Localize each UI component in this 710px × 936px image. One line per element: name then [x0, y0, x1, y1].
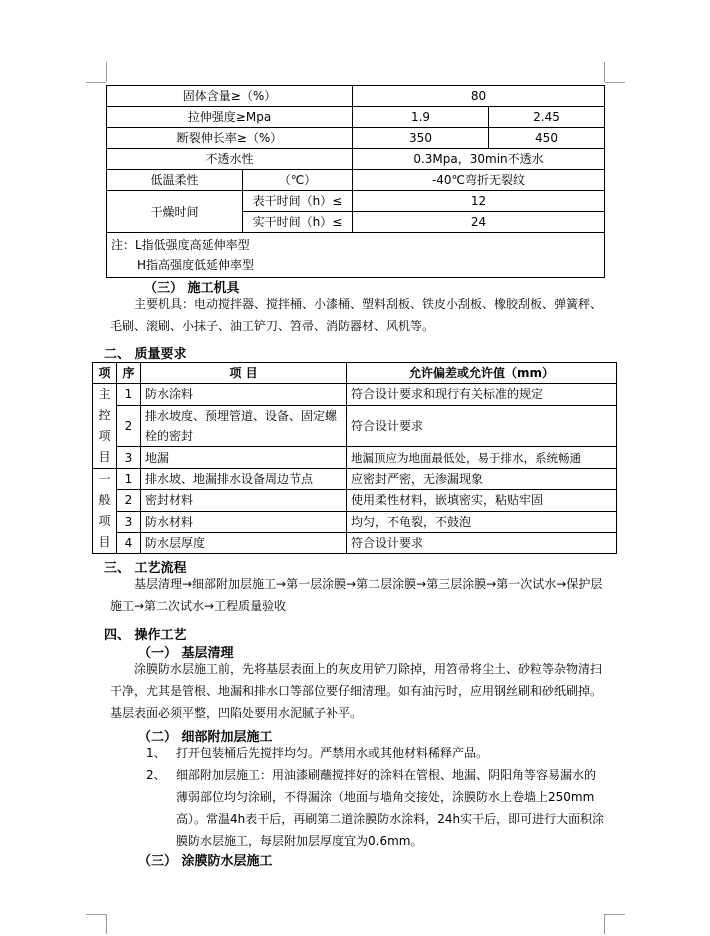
- list-number: 2、: [146, 768, 166, 782]
- row-value: 符合设计要求和现行有关标准的规定: [347, 384, 617, 406]
- crop-mark-bottom-right-v: [604, 914, 605, 934]
- row-item: 密封材料: [141, 490, 347, 511]
- header-number: 序: [117, 363, 141, 384]
- table-row: [107, 191, 605, 212]
- group-char: 项: [98, 429, 111, 443]
- row-number: 3: [117, 447, 141, 469]
- group-main-control: [93, 384, 117, 469]
- list-item: [146, 764, 606, 852]
- table-row: [93, 511, 617, 532]
- group-char: 一: [98, 472, 111, 486]
- row-label: 不透水性: [107, 149, 353, 170]
- table-header-row: [93, 363, 617, 384]
- value-l: 1.9: [353, 107, 489, 128]
- row-label: 断裂伸长率≥（%）: [107, 128, 353, 149]
- table-row: [107, 170, 605, 191]
- header-item: 项 目: [141, 363, 347, 384]
- crop-mark-top-right-h: [605, 82, 625, 83]
- row-value: 使用柔性材料，嵌填密实，粘贴牢固: [347, 490, 617, 511]
- note-line-1: 注：L指低强度高延伸率型: [111, 238, 250, 252]
- table-row: [93, 490, 617, 511]
- table-row: [93, 447, 617, 469]
- row-item: 防水层厚度: [141, 532, 347, 553]
- row-label: 固体含量≥（%）: [107, 86, 353, 107]
- quality-table: [92, 362, 617, 554]
- table-row: [107, 149, 605, 170]
- note-line-2: H指高强度低延伸率型: [137, 258, 255, 272]
- surface-dry-label: 表干时间（h）≤: [243, 191, 353, 212]
- table-row: [107, 128, 605, 149]
- group-char: 项: [98, 514, 111, 528]
- section-4-heading: 四、 操作工艺: [104, 628, 187, 643]
- row-value: 应密封严密，无渗漏现象: [347, 469, 617, 490]
- crop-mark-top-left-h: [86, 82, 106, 83]
- subsection-1-heading: （一） 基层清理: [138, 646, 234, 661]
- surface-dry-value: 12: [353, 191, 605, 212]
- value-l: 350: [353, 128, 489, 149]
- row-value: 均匀，不龟裂，不鼓泡: [347, 511, 617, 532]
- list-number: 1、: [146, 746, 166, 760]
- subsection-3-heading: （三） 涂膜防水层施工: [138, 854, 273, 869]
- crop-mark-top-left-v: [106, 62, 107, 82]
- group-char: 主: [98, 387, 111, 401]
- row-value: 0.3Mpa，30min不透水: [353, 149, 605, 170]
- hard-dry-value: 24: [353, 212, 605, 233]
- row-unit: （℃）: [243, 170, 353, 191]
- row-label: 拉伸强度≥Mpa: [107, 107, 353, 128]
- properties-table: [106, 85, 605, 278]
- row-number: 2: [117, 490, 141, 511]
- row-number: 4: [117, 532, 141, 553]
- group-general: [93, 469, 117, 554]
- row-label: 低温柔性: [107, 170, 243, 191]
- row-value: 地漏顶应为地面最低处，易于排水，系统畅通: [347, 447, 617, 469]
- tools-paragraph: 主要机具：电动搅拌器、搅拌桶、小漆桶、塑料刮板、铁皮小刮板、橡胶刮板、弹簧秤、毛刷、滚刷、小抹子、油工铲刀、笤帚、消防器材、风机等。: [110, 297, 603, 333]
- row-number: 2: [117, 405, 141, 447]
- group-char: 目: [98, 535, 111, 549]
- list-text: 打开包装桶后先搅拌均匀。严禁用水或其他材料稀释产品。: [176, 746, 489, 760]
- process-flow-paragraph: 基层清理→细部附加层施工→第一层涂膜→第二层涂膜→第三层涂膜→第一次试水→保护层施工→第二次试水→工程质量验收: [110, 577, 603, 613]
- row-item: 排水坡、地漏排水设备周边节点: [141, 469, 347, 490]
- subsection-2-heading: （二） 细部附加层施工: [138, 730, 273, 745]
- crop-mark-top-right-v: [604, 62, 605, 82]
- row-number: 1: [117, 469, 141, 490]
- row-number: 3: [117, 511, 141, 532]
- table-row: [93, 532, 617, 553]
- base-cleaning-paragraph: 涂膜防水层施工前，先将基层表面上的灰皮用铲刀除掉，用笤帚将尘土、砂粒等杂物清扫干净，尤其是管根、地漏和排水口等部位要仔细清理。如有油污时，应用钢丝刷和砂纸刷掉。基层表面必须平整，凹陷处要用水泥腻子补平。: [110, 662, 603, 720]
- header-tolerance: 允许偏差或允许值（mm）: [347, 363, 617, 384]
- row-number: 1: [117, 384, 141, 406]
- group-char: 般: [98, 493, 111, 507]
- group-char: 目: [98, 450, 111, 464]
- group-char: 控: [98, 408, 111, 422]
- row-value: 80: [353, 86, 605, 107]
- crop-mark-bottom-right-h: [605, 914, 625, 915]
- row-value: 符合设计要求: [347, 532, 617, 553]
- crop-mark-bottom-left-v: [106, 914, 107, 934]
- table-row: [107, 107, 605, 128]
- crop-mark-bottom-left-h: [86, 914, 106, 915]
- tools-heading: （三） 施工机具: [144, 281, 240, 296]
- section-3-heading: 三、 工艺流程: [104, 561, 187, 576]
- value-h: 2.45: [489, 107, 605, 128]
- hard-dry-label: 实干时间（h）≤: [243, 212, 353, 233]
- note-row: [107, 233, 605, 278]
- row-item: 地漏: [141, 447, 347, 469]
- table-row: [93, 384, 617, 406]
- row-item: 排水坡度、预埋管道、设备、固定螺栓的密封: [141, 405, 347, 447]
- table-row: [93, 405, 617, 447]
- dry-time-label: 干燥时间: [107, 191, 243, 233]
- row-item: 防水材料: [141, 511, 347, 532]
- section-2-heading: 二、 质量要求: [104, 347, 187, 362]
- value-h: 450: [489, 128, 605, 149]
- row-item: 防水涂料: [141, 384, 347, 406]
- table-row: [107, 86, 605, 107]
- table-row: [93, 469, 617, 490]
- header-category: 项: [93, 363, 117, 384]
- row-value: 符合设计要求: [347, 405, 617, 447]
- list-item: [146, 742, 606, 764]
- note-cell: [107, 233, 605, 278]
- row-value: -40℃弯折无裂纹: [353, 170, 605, 191]
- list-text: 细部附加层施工：用油漆刷蘸搅拌好的涂料在管根、地漏、阴阳角等容易漏水的薄弱部位均匀涂刷，不得漏涂（地面与墙角交接处，涂膜防水上卷墙上250mm高）。常温4h表干后，再刷第二道涂膜防水涂料，24h实干后，即可进行大面积涂膜防水层施工，每层附加层厚度宜为0.6mm。: [176, 768, 605, 848]
